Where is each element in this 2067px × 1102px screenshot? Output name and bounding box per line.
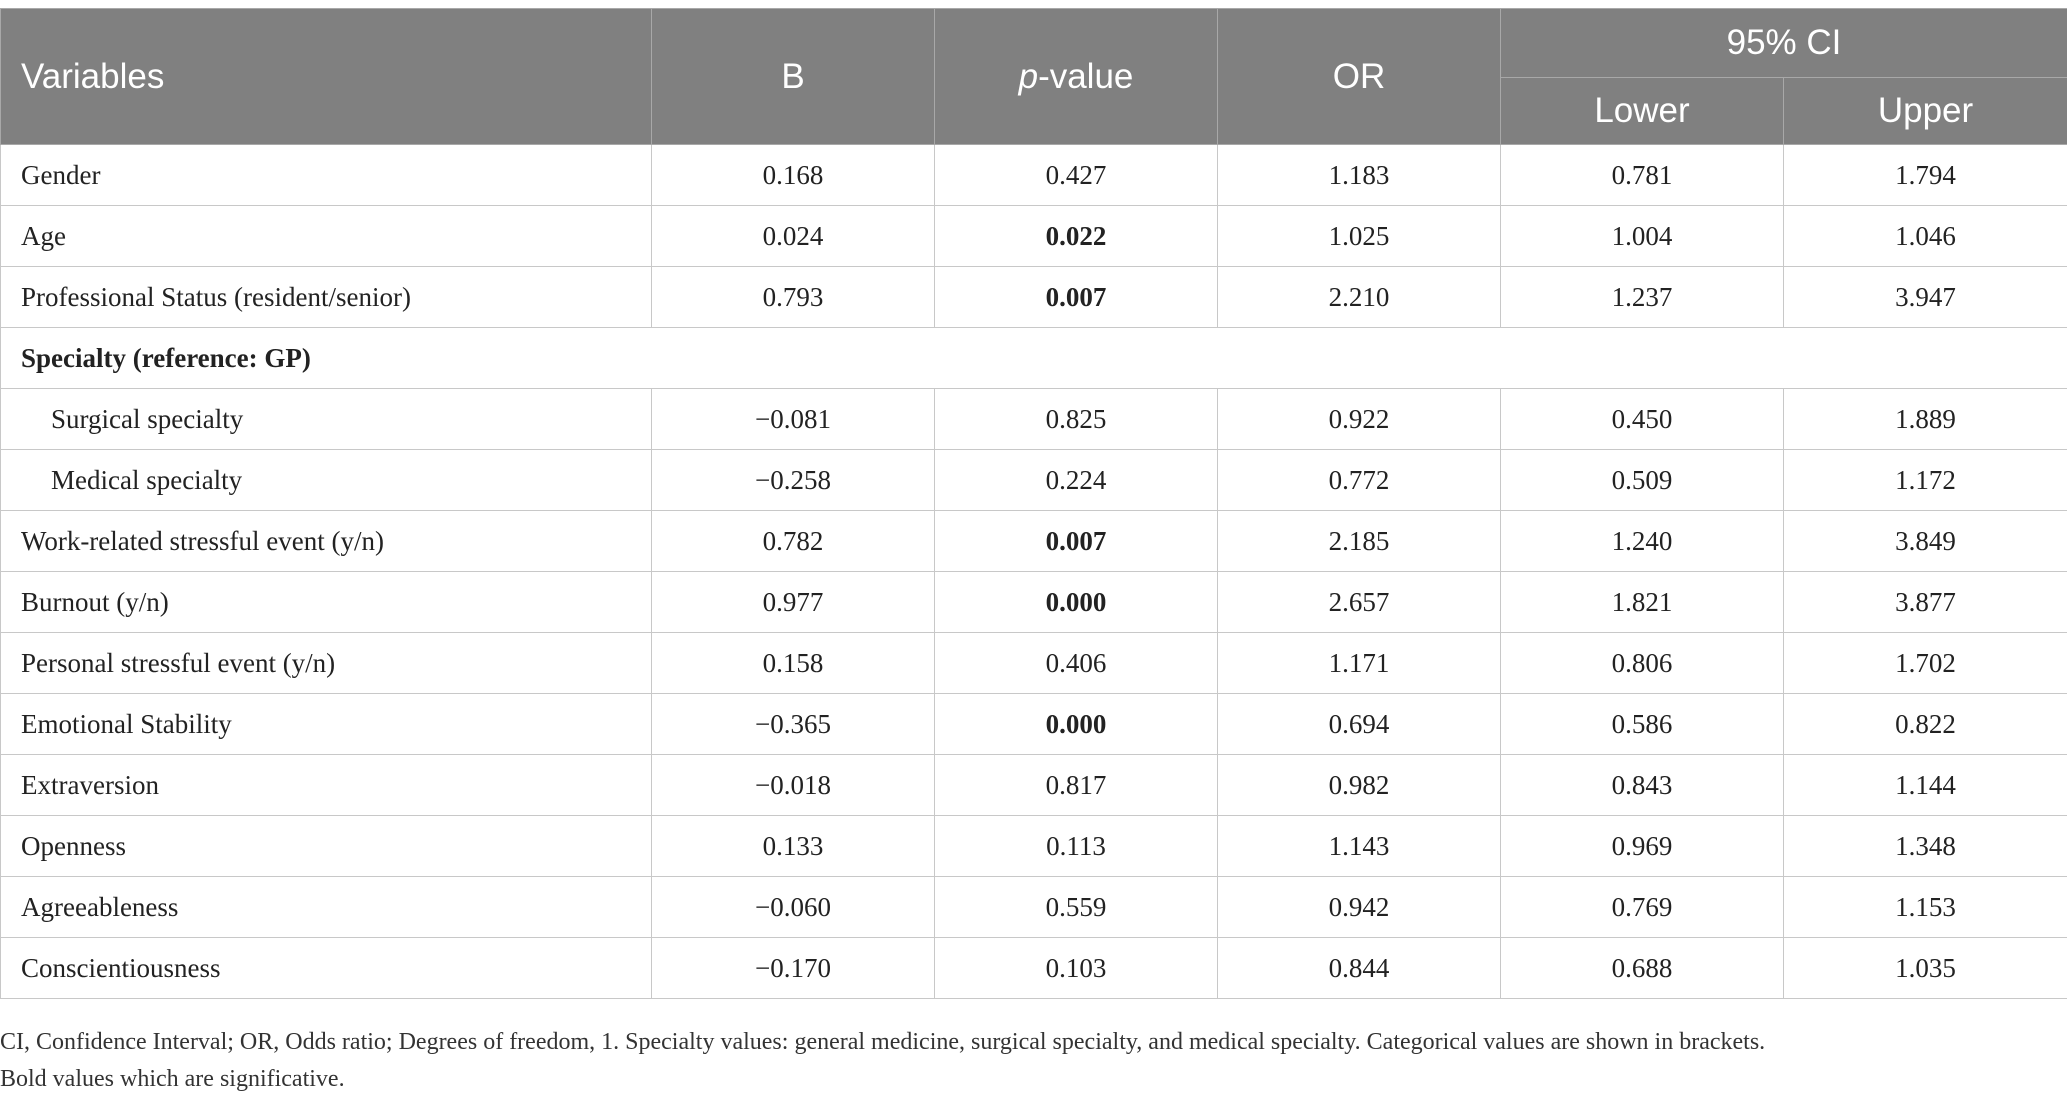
cell-b: 0.168 <box>652 145 935 206</box>
cell-ci-lower: 0.450 <box>1501 389 1784 450</box>
footnote-significance: Bold values which are significative. <box>0 1066 345 1092</box>
table-row <box>1 145 2067 206</box>
cell-p-value-significant: 0.022 <box>935 206 1218 267</box>
cell-ci-lower: 0.781 <box>1501 145 1784 206</box>
table-header <box>1 9 2067 145</box>
row-label: Work-related stressful event (y/n) <box>1 511 652 572</box>
row-label: Agreeableness <box>1 877 652 938</box>
cell-b: −0.170 <box>652 938 935 999</box>
cell-p-value: 0.406 <box>935 633 1218 694</box>
cell-b: −0.081 <box>652 389 935 450</box>
cell-ci-lower: 1.237 <box>1501 267 1784 328</box>
table-row <box>1 267 2067 328</box>
table-row <box>1 511 2067 572</box>
cell-or: 0.772 <box>1218 450 1501 511</box>
row-label: Burnout (y/n) <box>1 572 652 633</box>
cell-p-value: 0.825 <box>935 389 1218 450</box>
row-label: Openness <box>1 816 652 877</box>
table-row <box>1 389 2067 450</box>
cell-or: 1.143 <box>1218 816 1501 877</box>
header-95-ci: 95% CI <box>1501 9 2067 78</box>
cell-ci-lower: 0.969 <box>1501 816 1784 877</box>
cell-ci-upper: 1.144 <box>1784 755 2067 816</box>
cell-b: 0.158 <box>652 633 935 694</box>
cell-ci-lower: 1.240 <box>1501 511 1784 572</box>
cell-ci-upper: 1.348 <box>1784 816 2067 877</box>
table-row <box>1 633 2067 694</box>
cell-b: 0.977 <box>652 572 935 633</box>
cell-ci-upper: 1.702 <box>1784 633 2067 694</box>
cell-b: −0.365 <box>652 694 935 755</box>
cell-p-value-significant: 0.007 <box>935 511 1218 572</box>
cell-ci-upper: 1.153 <box>1784 877 2067 938</box>
table-row <box>1 206 2067 267</box>
cell-or: 2.185 <box>1218 511 1501 572</box>
cell-ci-upper: 3.849 <box>1784 511 2067 572</box>
header-p-suffix: -value <box>1038 56 1134 96</box>
cell-or: 2.657 <box>1218 572 1501 633</box>
cell-or: 2.210 <box>1218 267 1501 328</box>
header-p-italic: p <box>1018 56 1039 96</box>
cell-ci-lower: 0.586 <box>1501 694 1784 755</box>
row-label: Medical specialty <box>1 450 652 511</box>
cell-p-value: 0.224 <box>935 450 1218 511</box>
cell-b: 0.782 <box>652 511 935 572</box>
cell-p-value: 0.817 <box>935 755 1218 816</box>
table-row <box>1 694 2067 755</box>
row-label: Professional Status (resident/senior) <box>1 267 652 328</box>
row-label: Gender <box>1 145 652 206</box>
cell-or: 0.694 <box>1218 694 1501 755</box>
cell-ci-upper: 1.889 <box>1784 389 2067 450</box>
table-row <box>1 755 2067 816</box>
row-label: Conscientiousness <box>1 938 652 999</box>
cell-ci-lower: 0.688 <box>1501 938 1784 999</box>
cell-ci-upper: 3.877 <box>1784 572 2067 633</box>
cell-or: 0.942 <box>1218 877 1501 938</box>
header-upper: Upper <box>1784 78 2067 145</box>
cell-ci-lower: 0.769 <box>1501 877 1784 938</box>
table-footnote <box>0 1024 2040 1098</box>
header-p-value <box>935 9 1218 145</box>
cell-ci-upper: 1.172 <box>1784 450 2067 511</box>
cell-p-value-significant: 0.007 <box>935 267 1218 328</box>
cell-or: 1.025 <box>1218 206 1501 267</box>
cell-ci-lower: 0.843 <box>1501 755 1784 816</box>
section-row <box>1 328 2067 389</box>
row-label: Emotional Stability <box>1 694 652 755</box>
cell-or: 0.982 <box>1218 755 1501 816</box>
cell-ci-lower: 0.509 <box>1501 450 1784 511</box>
cell-or: 0.922 <box>1218 389 1501 450</box>
section-label: Specialty (reference: GP) <box>1 328 2067 389</box>
cell-p-value: 0.113 <box>935 816 1218 877</box>
logistic-regression-table <box>0 8 2067 999</box>
cell-ci-upper: 1.035 <box>1784 938 2067 999</box>
table-body <box>1 145 2067 999</box>
cell-ci-upper: 1.794 <box>1784 145 2067 206</box>
cell-b: 0.133 <box>652 816 935 877</box>
table-row <box>1 450 2067 511</box>
table-row <box>1 938 2067 999</box>
cell-or: 0.844 <box>1218 938 1501 999</box>
cell-ci-lower: 1.004 <box>1501 206 1784 267</box>
header-variables: Variables <box>1 9 652 145</box>
cell-ci-upper: 0.822 <box>1784 694 2067 755</box>
row-label: Extraversion <box>1 755 652 816</box>
cell-ci-upper: 3.947 <box>1784 267 2067 328</box>
cell-b: −0.258 <box>652 450 935 511</box>
table-row <box>1 572 2067 633</box>
row-label: Surgical specialty <box>1 389 652 450</box>
cell-or: 1.171 <box>1218 633 1501 694</box>
table-row <box>1 816 2067 877</box>
cell-b: 0.024 <box>652 206 935 267</box>
cell-ci-lower: 1.821 <box>1501 572 1784 633</box>
footnote-abbreviations: CI, Confidence Interval; OR, Odds ratio; Degrees of freedom, 1. Specialty values: general medicine, surgical specialty, and medical specialty. Categorical values are shown in brackets. <box>0 1029 1766 1055</box>
cell-b: 0.793 <box>652 267 935 328</box>
cell-p-value: 0.559 <box>935 877 1218 938</box>
cell-p-value: 0.427 <box>935 145 1218 206</box>
cell-p-value-significant: 0.000 <box>935 694 1218 755</box>
cell-ci-lower: 0.806 <box>1501 633 1784 694</box>
results-table-container <box>0 8 2067 999</box>
header-lower: Lower <box>1501 78 1784 145</box>
header-or: OR <box>1218 9 1501 145</box>
row-label: Personal stressful event (y/n) <box>1 633 652 694</box>
cell-p-value-significant: 0.000 <box>935 572 1218 633</box>
cell-or: 1.183 <box>1218 145 1501 206</box>
table-row <box>1 877 2067 938</box>
header-b: B <box>652 9 935 145</box>
row-label: Age <box>1 206 652 267</box>
cell-b: −0.060 <box>652 877 935 938</box>
cell-ci-upper: 1.046 <box>1784 206 2067 267</box>
cell-b: −0.018 <box>652 755 935 816</box>
cell-p-value: 0.103 <box>935 938 1218 999</box>
